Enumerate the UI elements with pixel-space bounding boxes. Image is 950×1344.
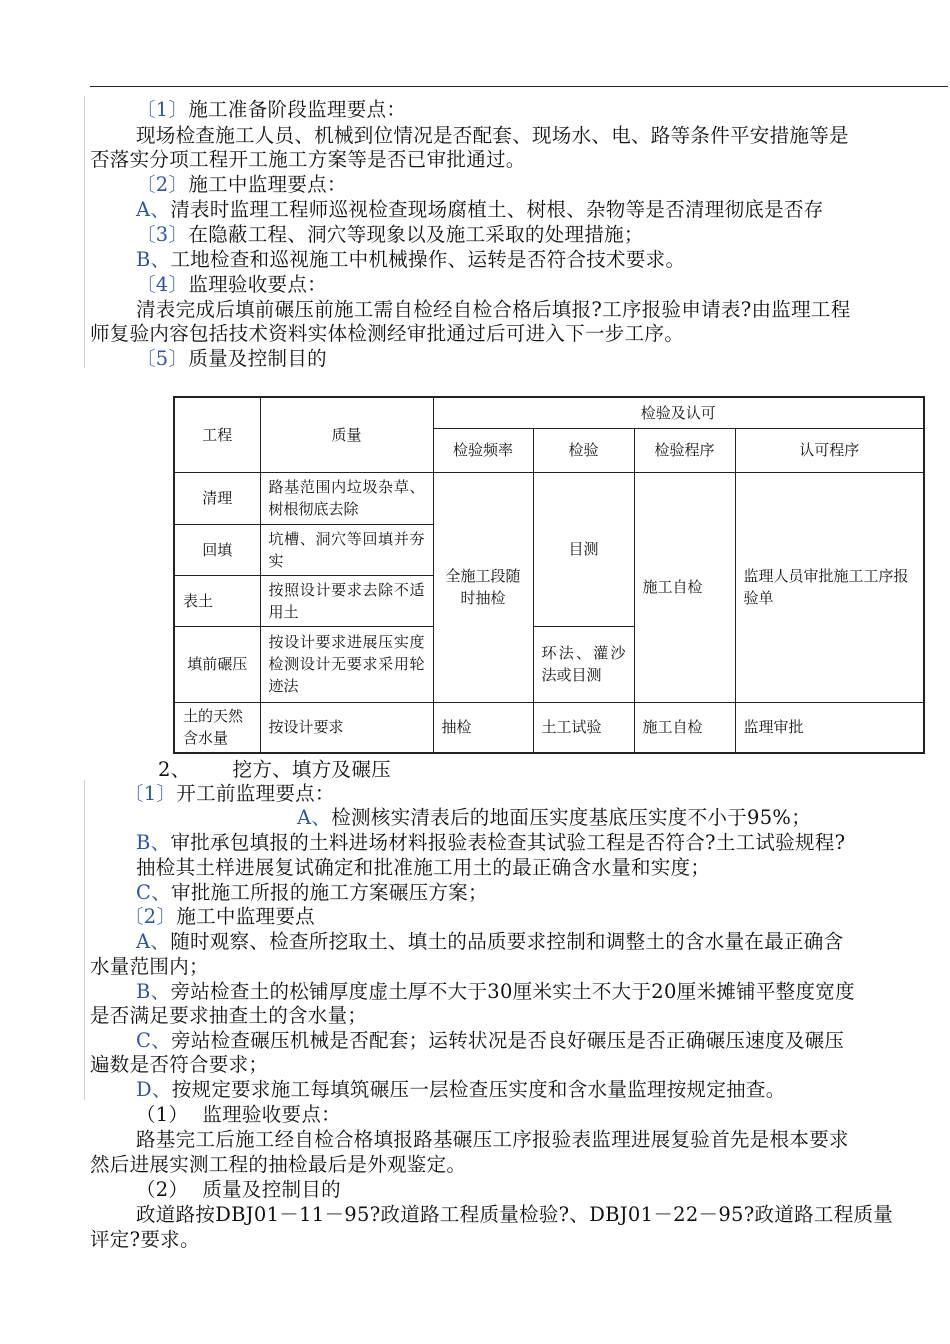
paragraph: 路基完工后施工经自检合格填报路基碾压工序报验表监理进展复验首先是根本要求 bbox=[136, 1128, 849, 1151]
list-letter: B、 bbox=[136, 248, 171, 271]
paragraph: 否落实分项工程开工施工方案等是否已审批通过。 bbox=[90, 148, 526, 171]
cell-quality: 坑槽、洞穴等回填并夯实 bbox=[260, 524, 433, 575]
header-inspection: 检验 bbox=[533, 428, 634, 472]
header-rule bbox=[90, 86, 948, 87]
cell-item: 清理 bbox=[174, 472, 260, 524]
cell-inspection: 环法、灌沙法或目测 bbox=[533, 626, 634, 702]
paragraph: 遍数是否符合要求； bbox=[90, 1053, 269, 1076]
cell-approval: 监理审批 bbox=[735, 702, 924, 753]
cell-quality: 按照设计要求去除不适用土 bbox=[260, 575, 433, 626]
list-number: 〔2〕 bbox=[136, 173, 189, 196]
left-margin-marker bbox=[84, 96, 85, 368]
cell-item: 填前碾压 bbox=[174, 626, 260, 702]
list-item: A、随时观察、检查所挖取土、填土的品质要求控制和调整土的含水量在最正确含 bbox=[136, 930, 844, 953]
list-number: 〔5〕 bbox=[136, 347, 189, 370]
heading-acceptance: （1） 监理验收要点： bbox=[136, 1103, 341, 1126]
cell-inspection: 目测 bbox=[533, 472, 634, 626]
heading-pre-construction: 〔1〕开工前监理要点： bbox=[124, 782, 335, 805]
cell-procedure: 施工自检 bbox=[634, 472, 735, 702]
list-letter: C、 bbox=[136, 881, 172, 904]
list-item: D、按规定要求施工每填筑碾压一层检查压实度和含水量监理按规定抽查。 bbox=[136, 1078, 786, 1101]
table-row bbox=[174, 702, 924, 753]
heading-construction: 〔2〕施工中监理要点： bbox=[136, 173, 347, 196]
list-letter: A、 bbox=[136, 198, 171, 221]
list-number: 〔3〕 bbox=[136, 223, 189, 246]
header-inspection-group: 检验及认可 bbox=[433, 397, 924, 428]
heading-quality: 〔5〕质量及控制目的 bbox=[136, 347, 327, 370]
cell-approval: 监理人员审批施工工序报验单 bbox=[735, 472, 924, 702]
paragraph: 抽检其土样进展复试确定和批准施工用土的最正确含水量和实度； bbox=[136, 856, 711, 879]
paragraph: 现场检查施工人员、机械到位情况是否配套、现场水、电、路等条件平安措施等是 bbox=[136, 124, 849, 147]
cell-item: 土的天然含水量 bbox=[174, 702, 260, 753]
header-procedure: 检验程序 bbox=[634, 428, 735, 472]
list-item: C、审批施工所报的施工方案碾压方案； bbox=[136, 881, 488, 904]
cell-item: 回填 bbox=[174, 524, 260, 575]
cell-quality: 路基范围内垃圾杂草、树根彻底去除 bbox=[260, 472, 433, 524]
cell-quality: 按设计要求进展压实度检测设计无要求采用轮迹法 bbox=[260, 626, 433, 702]
list-item: A、清表时监理工程师巡视检查现场腐植土、树根、杂物等是否清理彻底是否存 bbox=[136, 198, 824, 221]
heading-construction: 〔2〕施工中监理要点 bbox=[124, 905, 315, 928]
header-item: 工程 bbox=[174, 397, 260, 472]
cell-inspection: 土工试验 bbox=[533, 702, 634, 753]
paragraph: 评定?要求。 bbox=[90, 1228, 200, 1251]
paragraph: 师复验内容包括技术资料实体检测经审批通过后可进入下一步工序。 bbox=[90, 322, 685, 345]
list-item: 〔3〕在隐蔽工程、洞穴等现象以及施工采取的处理措施； bbox=[136, 223, 644, 246]
header-approval: 认可程序 bbox=[735, 428, 924, 472]
heading-prep-stage: 〔1〕施工准备阶段监理要点： bbox=[136, 98, 407, 121]
list-number: 〔1〕 bbox=[136, 98, 189, 121]
table-row bbox=[174, 472, 924, 524]
paragraph: 是否满足要求抽查土的含水量； bbox=[90, 1004, 368, 1027]
list-item: B、审批承包填报的土料进场材料报验表检查其试验工程是否符合?土工试验规程? bbox=[136, 831, 846, 854]
paragraph: 清表完成后填前碾压前施工需自检经自检合格后填报?工序报验申请表?由监理工程 bbox=[136, 298, 851, 321]
list-letter: D、 bbox=[136, 1078, 172, 1101]
table-header-row bbox=[174, 397, 924, 428]
cell-frequency: 抽检 bbox=[433, 702, 533, 753]
list-number: 〔1〕 bbox=[124, 782, 177, 805]
list-number: 〔2〕 bbox=[124, 905, 177, 928]
list-letter: A、 bbox=[136, 930, 171, 953]
list-item: C、旁站检查碾压机械是否配套；运转状况是否良好碾压是否正确碾压速度及碾压 bbox=[136, 1029, 845, 1052]
heading-acceptance: 〔4〕监理验收要点： bbox=[136, 273, 327, 296]
section-heading: 2、 挖方、填方及碾压 bbox=[158, 758, 391, 781]
list-letter: B、 bbox=[136, 980, 171, 1003]
heading-quality: （2） 质量及控制目的 bbox=[136, 1178, 341, 1201]
list-item: B、旁站检查土的松铺厚度虚土厚不大于30厘米实土不大于20厘米摊铺平整度宽度 bbox=[136, 980, 855, 1003]
list-letter: B、 bbox=[136, 831, 171, 854]
cell-item: 表土 bbox=[174, 575, 260, 626]
cell-quality: 按设计要求 bbox=[260, 702, 433, 753]
cell-procedure: 施工自检 bbox=[634, 702, 735, 753]
paragraph: 然后进展实测工程的抽检最后是外观鉴定。 bbox=[90, 1153, 467, 1176]
list-number: 〔4〕 bbox=[136, 273, 189, 296]
list-letter: A、 bbox=[297, 806, 332, 829]
header-quality: 质量 bbox=[260, 397, 433, 472]
paragraph: 政道路按DBJ01－11－95?政道路工程质量检验?、DBJ01－22－95?政道路工程质量 bbox=[136, 1203, 894, 1226]
header-frequency: 检验频率 bbox=[433, 428, 533, 472]
quality-control-table bbox=[173, 396, 925, 754]
list-item: A、检测核实清表后的地面压实度基底压实度不小于95%； bbox=[297, 806, 812, 829]
list-letter: C、 bbox=[136, 1029, 172, 1052]
list-item: B、工地检查和巡视施工中机械操作、运转是否符合技术要求。 bbox=[136, 248, 686, 271]
paragraph: 水量范围内； bbox=[90, 955, 209, 978]
cell-frequency: 全施工段随时抽检 bbox=[433, 472, 533, 702]
left-margin-marker bbox=[84, 780, 85, 1100]
